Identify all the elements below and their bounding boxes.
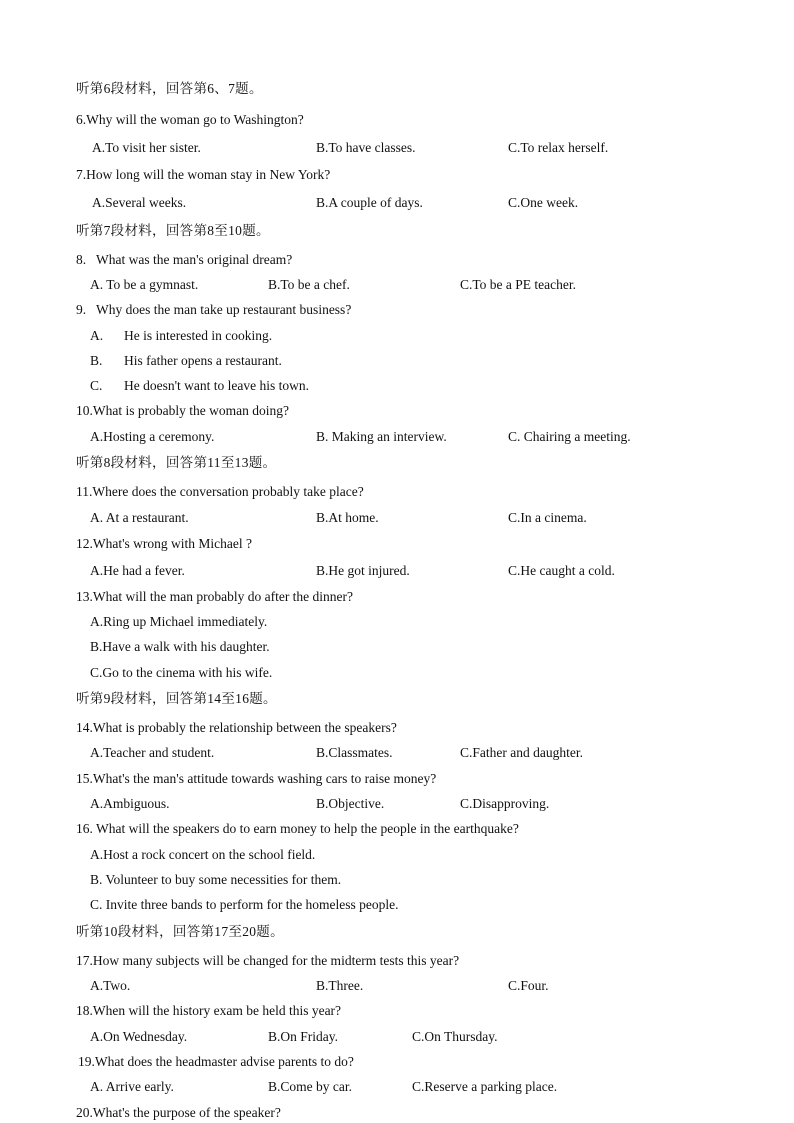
q13-option-c: C.Go to the cinema with his wife. bbox=[90, 665, 273, 680]
q17-option-b: B.Three. bbox=[316, 978, 364, 993]
section-heading: 听第8段材料，回答第11至13题。 bbox=[76, 455, 277, 470]
q18-option-b: B.On Friday. bbox=[268, 1029, 338, 1044]
q14-option-b: B.Classmates. bbox=[316, 745, 393, 760]
section-heading: 听第9段材料，回答第14至16题。 bbox=[76, 691, 277, 706]
question-18: 18.When will the history exam be held this year? bbox=[76, 1003, 342, 1018]
q9-option-c-label: C. bbox=[90, 378, 103, 393]
q9-option-a-label: A. bbox=[90, 328, 104, 343]
q7-option-b: B.A couple of days. bbox=[316, 195, 423, 210]
q17-option-a: A.Two. bbox=[90, 978, 131, 993]
section-heading: 听第6段材料，回答第6、7题。 bbox=[76, 81, 263, 96]
question-14: 14.What is probably the relationship between the speakers? bbox=[76, 720, 397, 735]
q15-option-b: B.Objective. bbox=[316, 796, 385, 811]
q11-option-a: A. At a restaurant. bbox=[90, 510, 189, 525]
question-13: 13.What will the man probably do after the dinner? bbox=[76, 589, 354, 604]
q18-option-c: C.On Thursday. bbox=[412, 1029, 498, 1044]
section-heading: 听第7段材料，回答第8至10题。 bbox=[76, 223, 270, 238]
q16-option-b: B. Volunteer to buy some necessities for them. bbox=[90, 872, 342, 887]
q10-option-a: A.Hosting a ceremony. bbox=[90, 429, 215, 444]
q17-option-c: C.Four. bbox=[508, 978, 549, 993]
q15-option-c: C.Disapproving. bbox=[460, 796, 550, 811]
q9-option-a: He is interested in cooking. bbox=[124, 328, 273, 343]
question-15: 15.What's the man's attitude towards washing cars to raise money? bbox=[76, 771, 437, 786]
q16-option-a: A.Host a rock concert on the school field. bbox=[90, 847, 316, 862]
question-20: 20.What's the purpose of the speaker? bbox=[76, 1105, 281, 1120]
q14-option-c: C.Father and daughter. bbox=[460, 745, 583, 760]
q6-option-b: B.To have classes. bbox=[316, 140, 416, 155]
question-16: 16. What will the speakers do to earn money to help the people in the earthquake? bbox=[76, 821, 519, 836]
question-6: 6.Why will the woman go to Washington? bbox=[76, 112, 304, 127]
q14-option-a: A.Teacher and student. bbox=[90, 745, 215, 760]
q19-option-c: C.Reserve a parking place. bbox=[412, 1079, 558, 1094]
q12-option-b: B.He got injured. bbox=[316, 563, 410, 578]
q13-option-b: B.Have a walk with his daughter. bbox=[90, 639, 270, 654]
question-9: 9. Why does the man take up restaurant business? bbox=[76, 302, 352, 317]
question-11: 11.Where does the conversation probably take place? bbox=[76, 484, 364, 499]
question-12: 12.What's wrong with Michael ? bbox=[76, 536, 253, 551]
question-17: 17.How many subjects will be changed for the midterm tests this year? bbox=[76, 953, 460, 968]
q8-option-a: A. To be a gymnast. bbox=[90, 277, 199, 292]
q16-option-c: C. Invite three bands to perform for the homeless people. bbox=[90, 897, 399, 912]
q11-option-c: C.In a cinema. bbox=[508, 510, 587, 525]
q19-option-b: B.Come by car. bbox=[268, 1079, 352, 1094]
q9-option-c: He doesn't want to leave his town. bbox=[124, 378, 310, 393]
question-8: 8. What was the man's original dream? bbox=[76, 252, 293, 267]
q6-option-a: A.To visit her sister. bbox=[92, 140, 201, 155]
question-7: 7.How long will the woman stay in New York? bbox=[76, 167, 331, 182]
question-19: 19.What does the headmaster advise parents to do? bbox=[78, 1054, 354, 1069]
q8-option-b: B.To be a chef. bbox=[268, 277, 350, 292]
q18-option-a: A.On Wednesday. bbox=[90, 1029, 188, 1044]
q12-option-a: A.He had a fever. bbox=[90, 563, 185, 578]
q6-option-c: C.To relax herself. bbox=[508, 140, 609, 155]
q19-option-a: A. Arrive early. bbox=[90, 1079, 174, 1094]
section-heading: 听第10段材料，回答第17至20题。 bbox=[76, 924, 284, 939]
q9-option-b-label: B. bbox=[90, 353, 103, 368]
q9-option-b: His father opens a restaurant. bbox=[124, 353, 282, 368]
q7-option-a: A.Several weeks. bbox=[92, 195, 187, 210]
q11-option-b: B.At home. bbox=[316, 510, 379, 525]
q10-option-c: C. Chairing a meeting. bbox=[508, 429, 631, 444]
q12-option-c: C.He caught a cold. bbox=[508, 563, 615, 578]
q8-option-c: C.To be a PE teacher. bbox=[460, 277, 577, 292]
q7-option-c: C.One week. bbox=[508, 195, 579, 210]
q15-option-a: A.Ambiguous. bbox=[90, 796, 170, 811]
q13-option-a: A.Ring up Michael immediately. bbox=[90, 614, 268, 629]
q10-option-b: B. Making an interview. bbox=[316, 429, 447, 444]
question-10: 10.What is probably the woman doing? bbox=[76, 403, 289, 418]
